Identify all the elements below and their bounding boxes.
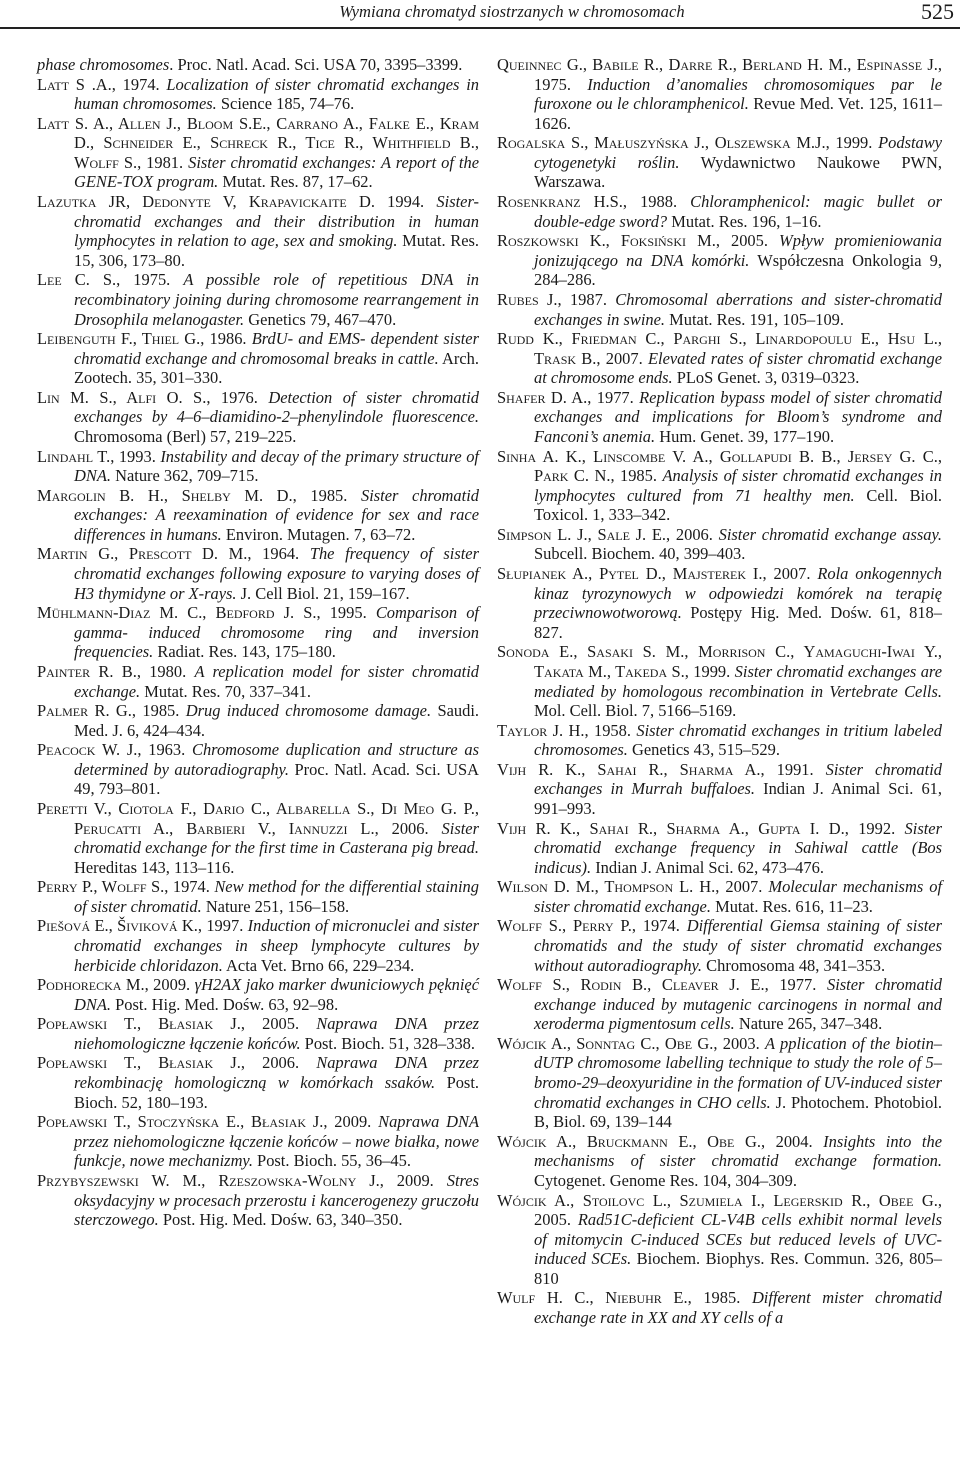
reference-authors: Taylor J. H. (497, 720, 585, 740)
reference-authors: Margolin B. H., Shelby M. D. (37, 485, 293, 505)
reference-year: , 1981. (137, 152, 189, 172)
reference-title: Stres oksydacyjny w procesach przerostu i kancerogenezy gruczołu sterczowego. (74, 1170, 479, 1230)
reference-year: , 1974. (631, 916, 687, 936)
reference-year: , 1993. (110, 446, 161, 466)
reference-year: , 2006. (666, 524, 719, 544)
reference-authors: Shafer D. A. (497, 387, 588, 407)
reference-entry (497, 721, 942, 760)
reference-title: Molecular mechanisms of sister chromatid exchange. (534, 877, 943, 916)
reference-title: Sister chromatid exchanges: A reexamination of evidence for sex and race differences in humans. (74, 485, 479, 544)
reference-entry (37, 1014, 479, 1053)
reference-source: Mutat. Res. 70, 337–341. (140, 681, 311, 701)
reference-year: , 1985. (292, 485, 361, 505)
reference-authors: Wulf H. C., Niebuhr E. (497, 1288, 688, 1308)
reference-title: Localization of sister chromatid exchanges in human chromosomes. (74, 74, 479, 114)
reference-title: Wpływ promieniowania jonizującego na DNA komórki. (534, 231, 943, 270)
reference-entry (497, 877, 942, 916)
reference-entry (497, 447, 942, 525)
reference-title: Podstawy cytogenetyki roślin. (534, 133, 943, 172)
reference-title: phase chromosomes (37, 55, 170, 74)
reference-source: Mutat. Res. 87, 17–62. (218, 172, 373, 192)
reference-authors: Przybyszewski W. M., Rzeszowska-Wolny J. (37, 1170, 380, 1190)
reference-entry (497, 231, 942, 290)
reference-source: Post. Hig. Med. Dośw. 63, 92–98. (110, 994, 339, 1014)
reference-source: Arch. Zootech. 35, 301–330. (74, 348, 479, 388)
reference-year: , 1991. (760, 759, 826, 779)
reference-entry (37, 877, 479, 916)
reference-authors: Słupianek A., Pytel D., Majsterek I. (497, 564, 763, 584)
reference-entry (37, 486, 479, 545)
reference-authors: Wilson D. M., Thompson L. H. (497, 877, 716, 897)
reference-authors: Lindahl T. (37, 446, 111, 466)
reference-year: , 2007. (715, 877, 769, 897)
reference-year: , 1992. (844, 818, 905, 838)
reference-title: Analysis of sister chromatid exchanges in lymphocytes cultured from 71 healthy men. (534, 466, 943, 505)
reference-title: Detection of sister chromatid exchanges by 4–6–diamidino-2–phenylindole fluorescence. (74, 387, 480, 427)
reference-year: , 1985. (687, 1288, 752, 1308)
reference-authors: Wójcik A., Sonntag C., Obe G. (497, 1033, 714, 1053)
reference-entry (497, 1288, 942, 1327)
reference-authors: Lin M. S., Alfi O. S. (37, 387, 207, 407)
reference-source: Postępy Hig. Med. Dośw. 61, 818–827. (534, 603, 942, 642)
reference-title: Naprawa DNA przez niehomologiczne łączenie końców – nowe białka, nowe funkcje, nowe mechanizmy. (74, 1112, 480, 1171)
reference-source: Saudi. Med. J. 6, 424–434. (74, 701, 480, 740)
reference-title: Naprawa DNA przez rekombinację homologiczną w komórkach ssaków. (74, 1053, 480, 1093)
reference-title: Replication bypass model of sister chromatid exchanges and implications for Bloom’s syndrome and Fanconi’s anemia. (534, 387, 942, 446)
reference-title: Sister-chromatid exchanges and their distribution in human lymphocytes in relation to age, sex and smoking. (74, 192, 479, 251)
reference-title: A possible role of repetitious DNA in recombinatory joining during chromosome rearrangement in Drosophila melanogaster. (74, 270, 480, 329)
reference-title: Instability and decay of the primary structure of DNA. (74, 446, 479, 486)
reference-source: Science 185, 74–76. (216, 94, 355, 114)
reference-source: Environ. Mutagen. 7, 63–72. (221, 524, 416, 544)
reference-title: Differential Giemsa staining of sister chromatids and the study of sister chromatid exchanges without autoradiography. (534, 916, 942, 975)
reference-source: Revue Med. Vet. 125, 1611–1626. (534, 94, 942, 133)
reference-entry (37, 701, 479, 740)
reference-source: Indian J. Animal Sci. 62, 473–476. (591, 857, 824, 877)
reference-title: Sister chromatid exchanges in Murrah buffaloes. (534, 759, 943, 799)
reference-year: , 2005. (715, 231, 780, 251)
reference-year: , 1977. (764, 975, 827, 995)
reference-authors: Rudd K., Friedman C., Parghi S., Linardopoulu E., Hsu L., Trask B. (497, 329, 942, 368)
reference-title: BrdU- and EMS- dependent sister chromatid exchange and chromosomal breaks in cattle. (74, 329, 479, 368)
reference-source: Współczesna Onkologia 9, 284–286. (534, 250, 942, 290)
reference-title: Elevated rates of sister chromatid exchange at chromosome ends. (534, 348, 942, 388)
reference-year: , 1958. (584, 720, 637, 740)
reference-source: Indian J. Animal Sci. 61, 991–993. (534, 779, 942, 818)
reference-title: The frequency of sister chromatid exchanges following exposure to varying doses of H3 thymidyne or X-rays. (74, 544, 479, 603)
reference-entry (497, 133, 942, 192)
page-number: 525 (921, 0, 954, 24)
reference-entry (497, 329, 942, 388)
reference-authors: Mühlmann-Diaz M. C., Bedford J. S. (37, 603, 317, 623)
reference-source: Post. Bioch. 51, 328–338. (300, 1033, 475, 1053)
reference-title: A pplication of the biotin–dUTP chromosome labelling technique to study the role of 5–bromo-29–deoxyuridine in the formation of UV-induced sister chromatid exchanges in CHO cells. (534, 1033, 943, 1112)
reference-authors: Perry P., Wolff S. (37, 877, 165, 897)
reference-title: Sister chromatid exchanges in tritium labeled chromosomes. (534, 720, 943, 760)
header-rule (0, 27, 960, 29)
reference-entry (37, 1171, 479, 1230)
reference-year: , 1975. (116, 270, 184, 290)
reference-entry (37, 603, 479, 662)
reference-authors: Lee C. S. (37, 270, 117, 290)
reference-title: Sister chromatid exchanges are mediated by homologous recombination in Vertebrate Cells. (534, 661, 942, 701)
left-column-references (37, 55, 479, 1230)
reference-year: , 2006. (374, 818, 442, 838)
reference-authors: Sonoda E., Sasaki S. M., Morrison C., Yamaguchi-Iwai Y., Takata M., Takeda S. (497, 642, 942, 681)
reference-source: Hum. Genet. 39, 177–190. (655, 426, 835, 446)
reference-authors: Vijh R. K., Sahai R., Sharma A., Gupta I. D. (497, 818, 845, 838)
reference-source: Biochem. Biophys. Res. Commun. 326, 805–810 (534, 1249, 942, 1288)
reference-title: Induction d’anomalies chromosomiques par le furoxone ou le chloramphenicol. (534, 74, 942, 114)
reference-authors: Popławski T., Błasiak J. (37, 1053, 241, 1073)
reference-year: , 1974. (111, 74, 167, 94)
reference-entry (37, 799, 479, 877)
running-title: Wymiana chromatyd siostrzanych w chromosomach (339, 2, 685, 21)
reference-title: Sister chromatid exchanges: A report of the GENE-TOX program. (74, 152, 480, 192)
reference-authors: Painter R. B. (37, 661, 137, 681)
reference-entry (37, 329, 479, 388)
reference-year: , 2007. (596, 348, 648, 368)
reference-year: 1994. (374, 192, 437, 212)
reference-source: Nature 362, 709–715. (110, 466, 259, 486)
reference-year: , 2003. (713, 1033, 766, 1053)
reference-entry (497, 819, 942, 878)
reference-title: γH2AX jako marker dwuniciowych pęknięć DNA. (74, 975, 480, 1014)
reference-title: Drug induced chromosome damage. (185, 701, 432, 721)
reference-source: J. Photochem. Photobiol. B, Biol. 69, 139–144 (534, 1092, 942, 1132)
reference-authors: Leibenguth F., Thiel G. (37, 329, 201, 349)
reference-authors: Palmer R. G. (37, 701, 132, 721)
reference-title: Different mister chromatid exchange rate in XX and XY cells of a (534, 1288, 942, 1327)
reference-entry (37, 544, 479, 603)
reference-title: New method for the differential staining of sister chromatid. (74, 877, 479, 916)
reference-entry (37, 114, 479, 192)
reference-authors: Sinha A. K., Linscombe V. A., Gollapudi B. B., Jersey G. C., Park C. N. (497, 446, 942, 486)
reference-source: Genetics 43, 515–529. (627, 740, 780, 760)
reference-source: Post. Bioch. 52, 180–193. (74, 1073, 479, 1112)
reference-source: Proc. Natl. Acad. Sci. USA 49, 793–801. (74, 759, 479, 799)
reference-source: Wydawnictwo Naukowe PWN, Warszawa. (534, 152, 942, 192)
reference-entry (497, 760, 942, 819)
reference-entry (37, 975, 479, 1014)
reference-source: Mutat. Res. 196, 1–16. (667, 211, 822, 231)
reference-entry (497, 55, 942, 133)
reference-source: Hereditas 143, 113–116. (74, 857, 235, 877)
reference-source: PLoS Genet. 3, 0319–0323. (672, 368, 860, 388)
reference-year: , 1985. (610, 466, 663, 486)
reference-source: Chromosoma (Berl) 57, 219–225. (74, 426, 297, 446)
reference-entry (497, 564, 942, 642)
reference-source: Mutat. Res. 15, 306, 173–80. (74, 231, 480, 270)
reference-source: Mutat. Res. 616, 11–23. (710, 896, 873, 916)
reference-source: . Proc. Natl. Acad. Sci. USA 70, 3395–3399. (169, 55, 463, 74)
reference-source: Mol. Cell. Biol. 7, 5166–5169. (534, 701, 737, 721)
reference-year: , 1999. (684, 661, 735, 681)
reference-entry (37, 75, 479, 114)
reference-authors: Peacock W. J. (37, 740, 138, 760)
reference-authors: Popławski T., Błasiak J. (37, 1014, 241, 1034)
reference-entry (497, 192, 942, 231)
reference-year: , 1995. (316, 603, 376, 623)
reference-year: , 1997. (197, 916, 248, 936)
reference-source: Mutat. Res. 191, 105–109. (665, 309, 844, 329)
reference-title: Sister chromatid exchange for the first time in Casterana pig bread. (74, 818, 479, 858)
reference-entry (497, 1034, 942, 1132)
reference-year: , 1988. (622, 192, 691, 212)
reference-year: , 1986. (200, 329, 252, 349)
reference-title: Chromosomal aberrations and sister-chromatid exchanges in swine. (534, 289, 942, 329)
reference-year: , 1963. (137, 740, 192, 760)
reference-authors: Queinnec G., Babile R., Darre R., Berland H. M., Espinasse J. (497, 55, 938, 74)
reference-authors: Wójcik A., Bruckmann E., Obe G. (497, 1131, 761, 1151)
reference-source: Cell. Biol. Toxicol. 1, 333–342. (534, 485, 942, 525)
reference-year: , 1977. (587, 387, 640, 407)
reference-year: , 1976. (206, 387, 269, 407)
reference-title: Rola onkogennych kinaz tyrozynowych w odpowiedzi komórek na terapię przeciwnowotworową. (534, 564, 943, 623)
reference-title: Sister chromatid exchange frequency in Sahiwal cattle (Bos indicus). (534, 818, 942, 877)
reference-year: , 1974. (164, 877, 215, 897)
reference-authors: Popławski T., Stoczyńska E., Błasiak J. (37, 1112, 324, 1132)
reference-authors: Wójcik A., Stoilovc L., Szumiela I., Legerskid R., Obee G. (497, 1190, 938, 1210)
reference-source: Post. Hig. Med. Dośw. 63, 340–350. (158, 1210, 403, 1230)
reference-authors: Vijh R. K., Sahai R., Sharma A. (497, 759, 761, 779)
reference-year: , 1964. (247, 544, 310, 564)
reference-entry (497, 388, 942, 447)
reference-source: Genetics 79, 467–470. (244, 309, 397, 329)
reference-source: Post. Bioch. 55, 36–45. (252, 1151, 411, 1171)
reference-entry (37, 1112, 479, 1171)
reference-source: Subcell. Biochem. 40, 399–403. (534, 544, 746, 564)
reference-year: , 2004. (760, 1131, 824, 1151)
reference-year: , 1985. (131, 701, 186, 721)
reference-authors: Podhorecka M. (37, 975, 145, 995)
reference-source: Nature 251, 156–158. (201, 896, 350, 916)
reference-source: Acta Vet. Brno 66, 229–234. (222, 955, 415, 975)
reference-authors: Peretti V., Ciotola F., Dario C., Albarella S., Di Meo G. P., Perucatti A., Barbieri V., Iannuzzi L. (37, 798, 479, 838)
page-header (0, 0, 960, 32)
reference-authors: Roszkowski K., Foksiński M. (497, 231, 716, 251)
reference-year: , 2006. (240, 1053, 317, 1073)
reference-year: , 2009. (323, 1112, 379, 1132)
reference-authors: Rubes J. (497, 289, 558, 309)
reference-entry (497, 525, 942, 564)
right-column-references (497, 55, 942, 1328)
reference-year: , 1987. (557, 289, 616, 309)
reference-source: Chromosoma 48, 341–353. (702, 955, 886, 975)
reference-year: , 1999. (825, 133, 879, 153)
reference-year: , 2009. (144, 975, 195, 995)
reference-entry (37, 916, 479, 975)
reference-source: J. Cell Biol. 21, 159–167. (236, 583, 410, 603)
reference-year: , 2007. (762, 564, 818, 584)
reference-authors: Martin G., Prescott D. M. (37, 544, 248, 564)
reference-entry (37, 447, 479, 486)
reference-source: Cytogenet. Genome Res. 104, 304–309. (534, 1170, 797, 1190)
reference-source: Radiat. Res. 143, 175–180. (153, 642, 336, 662)
reference-entry (37, 662, 479, 701)
reference-title: Insights into the mechanisms of sister chromatid exchange formation. (534, 1131, 942, 1171)
reference-entry (497, 290, 942, 329)
reference-title: Chloramphenicol: magic bullet or double-edge sword? (534, 192, 942, 231)
reference-entry (37, 270, 479, 329)
reference-year: , 2005. (534, 1190, 942, 1230)
reference-entry (497, 1191, 942, 1289)
reference-title: Naprawa DNA przez niehomologiczne łączenie końców. (74, 1014, 480, 1053)
reference-authors: Lazutka JR, Dedonyte V, Krapavickaite D. (37, 192, 375, 212)
reference-year: , 1975. (534, 55, 942, 94)
reference-year: , 1980. (136, 661, 195, 681)
reference-entry (37, 1053, 479, 1112)
reference-entry (37, 192, 479, 270)
reference-authors: Simpson L. J., Sale J. E. (497, 524, 667, 544)
reference-entry (497, 975, 942, 1034)
reference-entry (497, 642, 942, 720)
reference-entry (497, 916, 942, 975)
reference-authors: Wolff S., Rodin B., Cleaver J. E. (497, 975, 765, 995)
reference-entry (37, 55, 479, 75)
reference-entry (37, 388, 479, 447)
reference-title: Rad51C-deficient CL-V4B cells exhibit normal levels of mitomycin C-induced SCEs but reduced levels of UVC-induced SCEs. (534, 1210, 942, 1269)
reference-authors: Rosenkranz H.S. (497, 192, 623, 212)
reference-title: Sister chromatid exchange induced by mutagenic carcinogens in normal and xeroderma pigmentosum cells. (534, 975, 943, 1034)
reference-title: Comparison of gamma- induced chromosome ring and inversion frequencies. (74, 603, 479, 662)
reference-entry (497, 1132, 942, 1191)
reference-title: Induction of micronuclei and sister chromatid exchanges in sheep lymphocyte cultures by herbicide chloridazon. (74, 916, 479, 975)
reference-authors: Wolff S., Perry P. (497, 916, 632, 936)
reference-title: Chromosome duplication and structure as determined by autoradiography. (74, 740, 480, 779)
reference-source: Nature 265, 347–348. (734, 1014, 883, 1034)
reference-authors: Rogalska S., Małuszyńska J., Olszewska M.J. (497, 133, 826, 153)
reference-authors: Latt S .A. (37, 74, 112, 94)
reference-authors: Latt S. A., Allen J., Bloom S.E., Carrano A., Falke E., Kram D., Schneider E., Schreck R., Tice R., Whithfield B., Wolff S. (37, 113, 479, 172)
reference-title: Sister chromatid exchange assay. (718, 524, 942, 544)
reference-title: A replication model for sister chromatid exchange. (74, 661, 480, 701)
reference-entry (37, 740, 479, 799)
reference-year: , 2009. (379, 1170, 447, 1190)
reference-authors: Piešová E., Šiviková K. (37, 916, 198, 936)
reference-year: , 2005. (240, 1014, 317, 1034)
